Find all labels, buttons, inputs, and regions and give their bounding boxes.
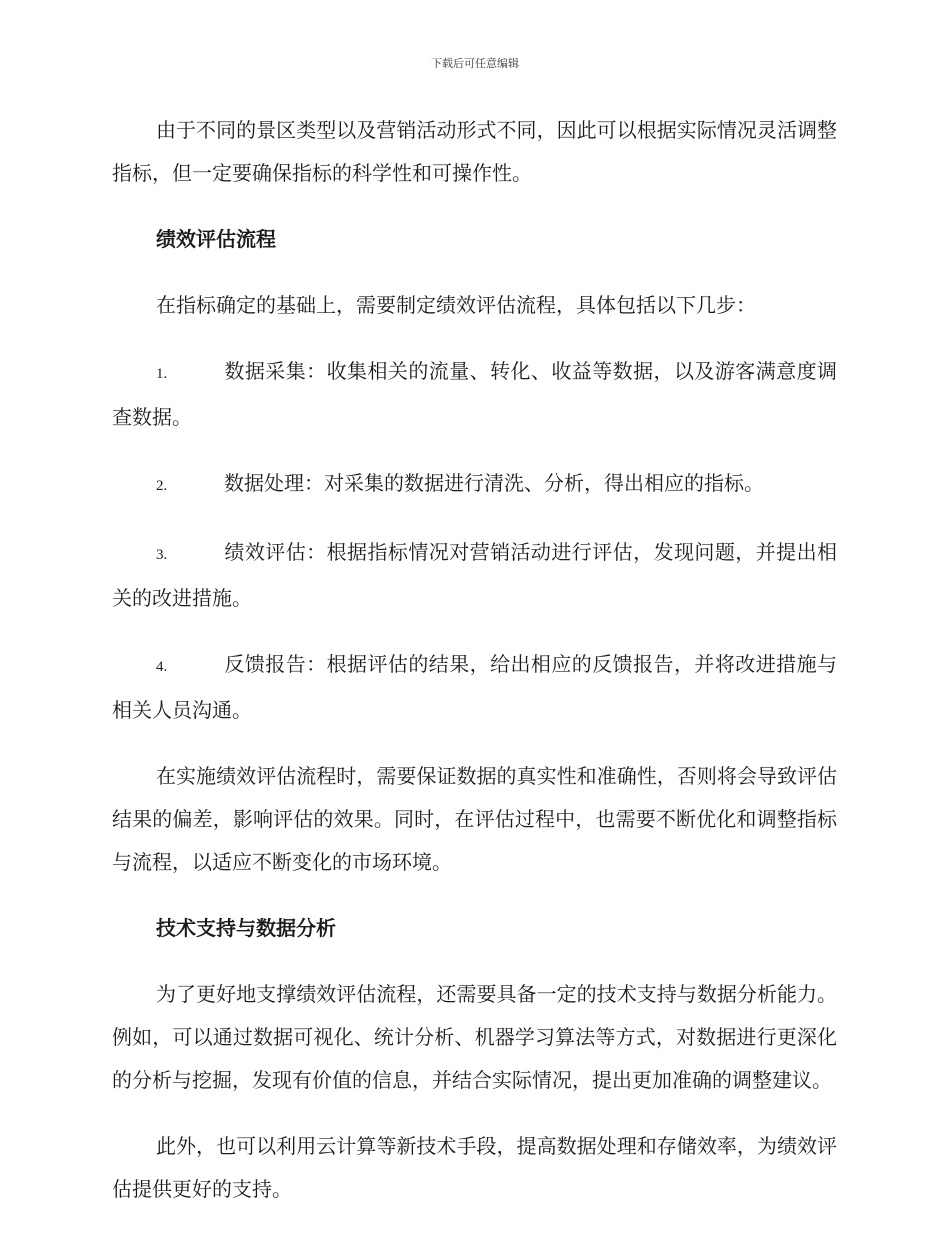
step-number: 2. (156, 478, 168, 494)
step-text: 数据采集：收集相关的流量、转化、收益等数据，以及游客满意度调查数据。 (112, 359, 837, 429)
section-heading-tech: 技术支持与数据分析 (156, 916, 336, 940)
step-text: 绩效评估：根据指标情况对营销活动进行评估，发现问题，并提出相关的改进措施。 (112, 540, 837, 610)
tech-paragraph-1: 为了更好地支撑绩效评估流程，还需要具备一定的技术支持与数据分析能力。例如，可以通过数据可视化、统计分析、机器学习算法等方式，对数据进行更深化的分析与挖掘，发现有价值的信息，并结合实际情况，提出更加准确的调整建议。 (112, 982, 837, 1092)
step-number: 4. (156, 659, 168, 675)
process-intro-paragraph: 在指标确定的基础上，需要制定绩效评估流程，具体包括以下几步： (156, 293, 756, 317)
list-item-step-3 (112, 531, 837, 620)
step-number: 3. (156, 547, 168, 563)
tech-paragraph-2: 此外，也可以利用云计算等新技术手段，提高数据处理和存储效率，为绩效评估提供更好的支持。 (112, 1134, 837, 1201)
list-item-step-4 (112, 643, 837, 732)
step-text: 数据处理：对采集的数据进行清洗、分析，得出相应的指标。 (224, 471, 764, 495)
list-item-step-1 (112, 350, 837, 439)
list-item-step-2 (112, 462, 837, 508)
document-body (112, 109, 837, 1234)
process-note-paragraph: 在实施绩效评估流程时，需要保证数据的真实性和准确性，否则将会导致评估结果的偏差，影响评估的效果。同时，在评估过程中，也需要不断优化和调整指标与流程，以适应不断变化的市场环境。 (112, 764, 837, 874)
section-heading-process: 绩效评估流程 (156, 227, 276, 251)
intro-paragraph: 由于不同的景区类型以及营销活动形式不同，因此可以根据实际情况灵活调整指标，但一定要确保指标的科学性和可操作性。 (112, 118, 837, 185)
page-header: 下载后可任意编辑 (431, 57, 519, 70)
step-number: 1. (156, 366, 168, 382)
step-text: 反馈报告：根据评估的结果，给出相应的反馈报告，并将改进措施与相关人员沟通。 (112, 652, 837, 722)
